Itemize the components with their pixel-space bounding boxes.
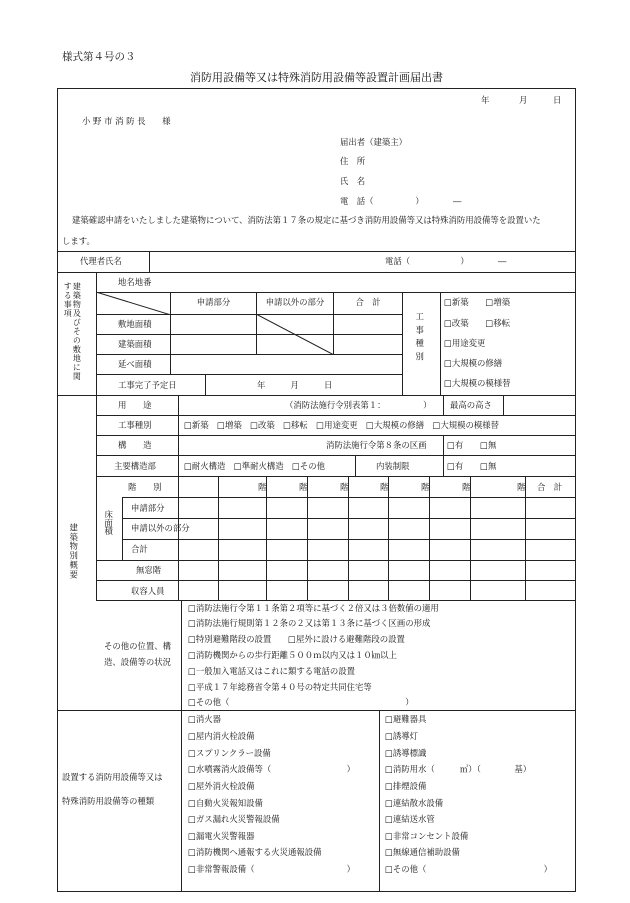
statement-line1: 建築確認申請をいたしました建築物について、消防法第１７条の規定に基づき消防用設備等又は特殊消防用設備等を設置いた bbox=[72, 215, 541, 225]
equipment-right-item[interactable]: □誘導標識 bbox=[385, 748, 427, 758]
table-rule bbox=[96, 374, 402, 375]
other-item[interactable]: □その他（ ） bbox=[188, 697, 414, 707]
row-building-area: 建築面積 bbox=[118, 339, 152, 349]
table-rule bbox=[379, 710, 380, 891]
table-rule bbox=[348, 476, 349, 600]
table-rule bbox=[57, 395, 576, 396]
equipment-right-item[interactable]: □無線通信補助設備 bbox=[385, 847, 460, 857]
equipment-left-item[interactable]: □水噴霧消火設備等（ ） bbox=[188, 764, 356, 774]
table-rule bbox=[205, 374, 206, 395]
other-label-line2: 造、設備等の状況 bbox=[104, 657, 171, 667]
floor-unit: 階 bbox=[299, 482, 308, 492]
work-type-major-remodel[interactable]: □大規模の模様替 bbox=[444, 378, 511, 388]
equipment-left-item[interactable]: □屋内消火栓設備 bbox=[188, 731, 255, 741]
table-rule bbox=[181, 600, 182, 710]
date-day: 日 bbox=[553, 95, 562, 105]
main-structure-options[interactable]: □耐火構造 □準耐火構造 □その他 bbox=[184, 461, 325, 471]
floor-unit: 階 bbox=[258, 482, 267, 492]
floor-unit: 階 bbox=[462, 482, 471, 492]
table-rule bbox=[181, 710, 182, 891]
equipment-left-item[interactable]: □ガス漏れ火災警報設備 bbox=[188, 814, 280, 824]
floor-unit: 階 bbox=[517, 482, 526, 492]
table-rule bbox=[57, 891, 576, 892]
equipment-right-item[interactable]: □連結散水設備 bbox=[385, 798, 444, 808]
building-work-type-label: 工事種別 bbox=[118, 420, 152, 430]
use-label: 用 途 bbox=[118, 400, 152, 410]
interior-yes-no[interactable]: □有 □無 bbox=[447, 461, 497, 471]
equipment-right-item[interactable]: □非常コンセント設備 bbox=[385, 831, 469, 841]
table-rule bbox=[122, 497, 123, 560]
other-item[interactable]: □平成１７年総務省令第４０号の特定共同住宅等 bbox=[188, 682, 372, 692]
equipment-left-item[interactable]: □漏電火災警報器 bbox=[188, 831, 255, 841]
equipment-right-item[interactable]: □消防用水（ ㎥）（ 基） bbox=[385, 764, 532, 774]
agent-label: 代理者氏名 bbox=[80, 256, 122, 266]
table-rule bbox=[96, 395, 97, 600]
work-type-major-repair[interactable]: □大規模の修繕 bbox=[444, 358, 503, 368]
table-rule bbox=[178, 476, 179, 600]
completion-label: 工事完了予定日 bbox=[118, 380, 177, 390]
work-type-use-change[interactable]: □用途変更 bbox=[444, 338, 486, 348]
other-item[interactable]: □消防法施行規則第１２条の２又は第１３条に基づく区画の形成 bbox=[188, 618, 431, 628]
equipment-right-item[interactable]: □連結送水管 bbox=[385, 814, 435, 824]
building-work-type-options[interactable]: □新築 □増築 □改築 □移転 □用途変更 □大規模の修繕 □大規模の模様替 bbox=[184, 420, 500, 430]
statement-line2: します。 bbox=[62, 236, 95, 246]
table-rule bbox=[57, 251, 576, 252]
floor-label: 階 別 bbox=[128, 482, 162, 492]
equipment-right-item[interactable]: □その他（ ） bbox=[385, 864, 553, 874]
table-rule bbox=[525, 476, 526, 600]
floor-area-label: 床面積 bbox=[103, 510, 114, 536]
article8-label: 消防法施行令第８条の区画 bbox=[326, 440, 427, 450]
table-rule bbox=[96, 560, 575, 561]
row-total-floor-area: 延べ面積 bbox=[118, 359, 152, 369]
table-rule bbox=[57, 88, 576, 89]
floor-unit: 階 bbox=[340, 482, 349, 492]
use-value: （消防法施行令別表第１： ） bbox=[285, 400, 432, 410]
table-rule bbox=[503, 395, 504, 415]
equipment-left-item[interactable]: □スプリンクラー設備 bbox=[188, 748, 271, 758]
table-rule bbox=[57, 710, 576, 711]
table-rule bbox=[355, 455, 356, 476]
agent-phone: 電話（ ） ― bbox=[385, 256, 507, 266]
equipment-left-item[interactable]: □非常警報設備（ ） bbox=[188, 864, 356, 874]
table-rule bbox=[575, 88, 576, 892]
table-rule bbox=[443, 435, 444, 476]
building-section-label: 建築物別概要 bbox=[68, 523, 79, 580]
equipment-right-item[interactable]: □排煙設備 bbox=[385, 781, 427, 791]
table-rule bbox=[178, 395, 179, 476]
other-item[interactable]: □消防機関からの歩行距離５００ｍ以内又は１０㎞以上 bbox=[188, 650, 397, 660]
col-header-not-applied: 申請以外の部分 bbox=[265, 297, 325, 307]
table-rule bbox=[57, 272, 576, 273]
equipment-left-item[interactable]: □消防機関へ通報する火災通報設備 bbox=[188, 847, 322, 857]
equipment-right-item[interactable]: □避難器具 bbox=[385, 714, 427, 724]
floor-unit: 階 bbox=[421, 482, 430, 492]
table-rule bbox=[443, 395, 444, 415]
table-rule bbox=[96, 476, 575, 477]
table-rule bbox=[266, 476, 267, 600]
equipment-left-item[interactable]: □自動火災報知設備 bbox=[188, 798, 263, 808]
col-header-applied: 申請部分 bbox=[196, 297, 231, 307]
diagonal-slash-other bbox=[256, 314, 334, 355]
interior-label: 内装制限 bbox=[376, 461, 410, 471]
structure-label: 構 造 bbox=[118, 440, 152, 450]
floor-area-not-applied: 申請以外の部分 bbox=[131, 523, 190, 533]
equipment-left-item[interactable]: □屋外消火栓設備 bbox=[188, 781, 255, 791]
table-rule bbox=[57, 88, 58, 892]
floor-area-total: 合計 bbox=[131, 544, 148, 554]
work-type-rebuild-move[interactable]: □改築 □移転 bbox=[444, 318, 511, 328]
equipment-label-line2: 特殊消防用設備等の種類 bbox=[62, 796, 155, 806]
equipment-label-line1: 設置する消防用設備等又は bbox=[62, 772, 163, 782]
site-work-type-label: 工事種別 bbox=[414, 312, 425, 366]
row-site-area: 敷地面積 bbox=[118, 319, 152, 329]
floor-unit: 階 bbox=[380, 482, 389, 492]
applicant-address: 住 所 bbox=[340, 156, 366, 166]
applicant-label: 届出者（建築主） bbox=[340, 137, 407, 147]
table-rule bbox=[218, 476, 219, 600]
main-structure-label: 主要構造部 bbox=[114, 461, 156, 471]
table-rule bbox=[96, 435, 575, 436]
table-rule bbox=[96, 354, 402, 355]
windowless-label: 無窓階 bbox=[136, 565, 162, 575]
other-item[interactable]: □一般加入電話又はこれに類する電話の設置 bbox=[188, 666, 356, 676]
completion-date: 年 月 日 bbox=[257, 380, 333, 390]
article8-yes-no[interactable]: □有 □無 bbox=[447, 440, 497, 450]
diagonal-slash-header bbox=[96, 292, 171, 315]
table-rule bbox=[96, 600, 575, 601]
site-section-label: 建築物及びその敷地に関する事項 bbox=[63, 282, 82, 381]
other-item[interactable]: □消防法施行令第１１条第２項等に基づく２倍又は３倍数値の適用 bbox=[188, 603, 439, 613]
table-rule bbox=[96, 455, 575, 456]
table-rule bbox=[429, 476, 430, 600]
site-address-label: 地名地番 bbox=[118, 277, 152, 287]
equipment-left-item[interactable]: □消火器 bbox=[188, 714, 222, 724]
table-rule bbox=[388, 476, 389, 600]
page-title: 消防用設備等又は特殊消防用設備等設置計画届出書 bbox=[190, 71, 443, 84]
table-rule bbox=[96, 334, 402, 335]
table-rule bbox=[402, 292, 403, 395]
other-item[interactable]: □特別避難階段の設置 □屋外に設ける避難階段の設置 bbox=[188, 634, 405, 644]
date-month: 月 bbox=[519, 95, 528, 105]
floor-area-applied: 申請部分 bbox=[131, 503, 165, 513]
table-rule bbox=[96, 415, 575, 416]
other-label-line1: その他の位置、構 bbox=[104, 641, 171, 651]
date-year: 年 bbox=[481, 95, 490, 105]
addressee: 小 野 市 消 防 長 様 bbox=[82, 116, 171, 126]
max-height-label: 最高の高さ bbox=[450, 400, 492, 410]
table-rule bbox=[307, 476, 308, 600]
table-rule bbox=[470, 476, 471, 600]
applicant-name: 氏 名 bbox=[340, 176, 366, 186]
applicant-phone: 電 話（ ） ― bbox=[340, 196, 462, 206]
equipment-right-item[interactable]: □誘導灯 bbox=[385, 731, 419, 741]
floor-total-label: 合 計 bbox=[537, 482, 563, 492]
table-rule bbox=[96, 580, 575, 581]
table-rule bbox=[149, 251, 150, 272]
col-header-total: 合 計 bbox=[355, 297, 381, 307]
form-number: 様式第４号の３ bbox=[62, 51, 136, 63]
table-rule bbox=[440, 292, 441, 395]
work-type-new-extend[interactable]: □新築 □増築 bbox=[444, 297, 511, 307]
capacity-label: 収容人員 bbox=[131, 586, 165, 596]
